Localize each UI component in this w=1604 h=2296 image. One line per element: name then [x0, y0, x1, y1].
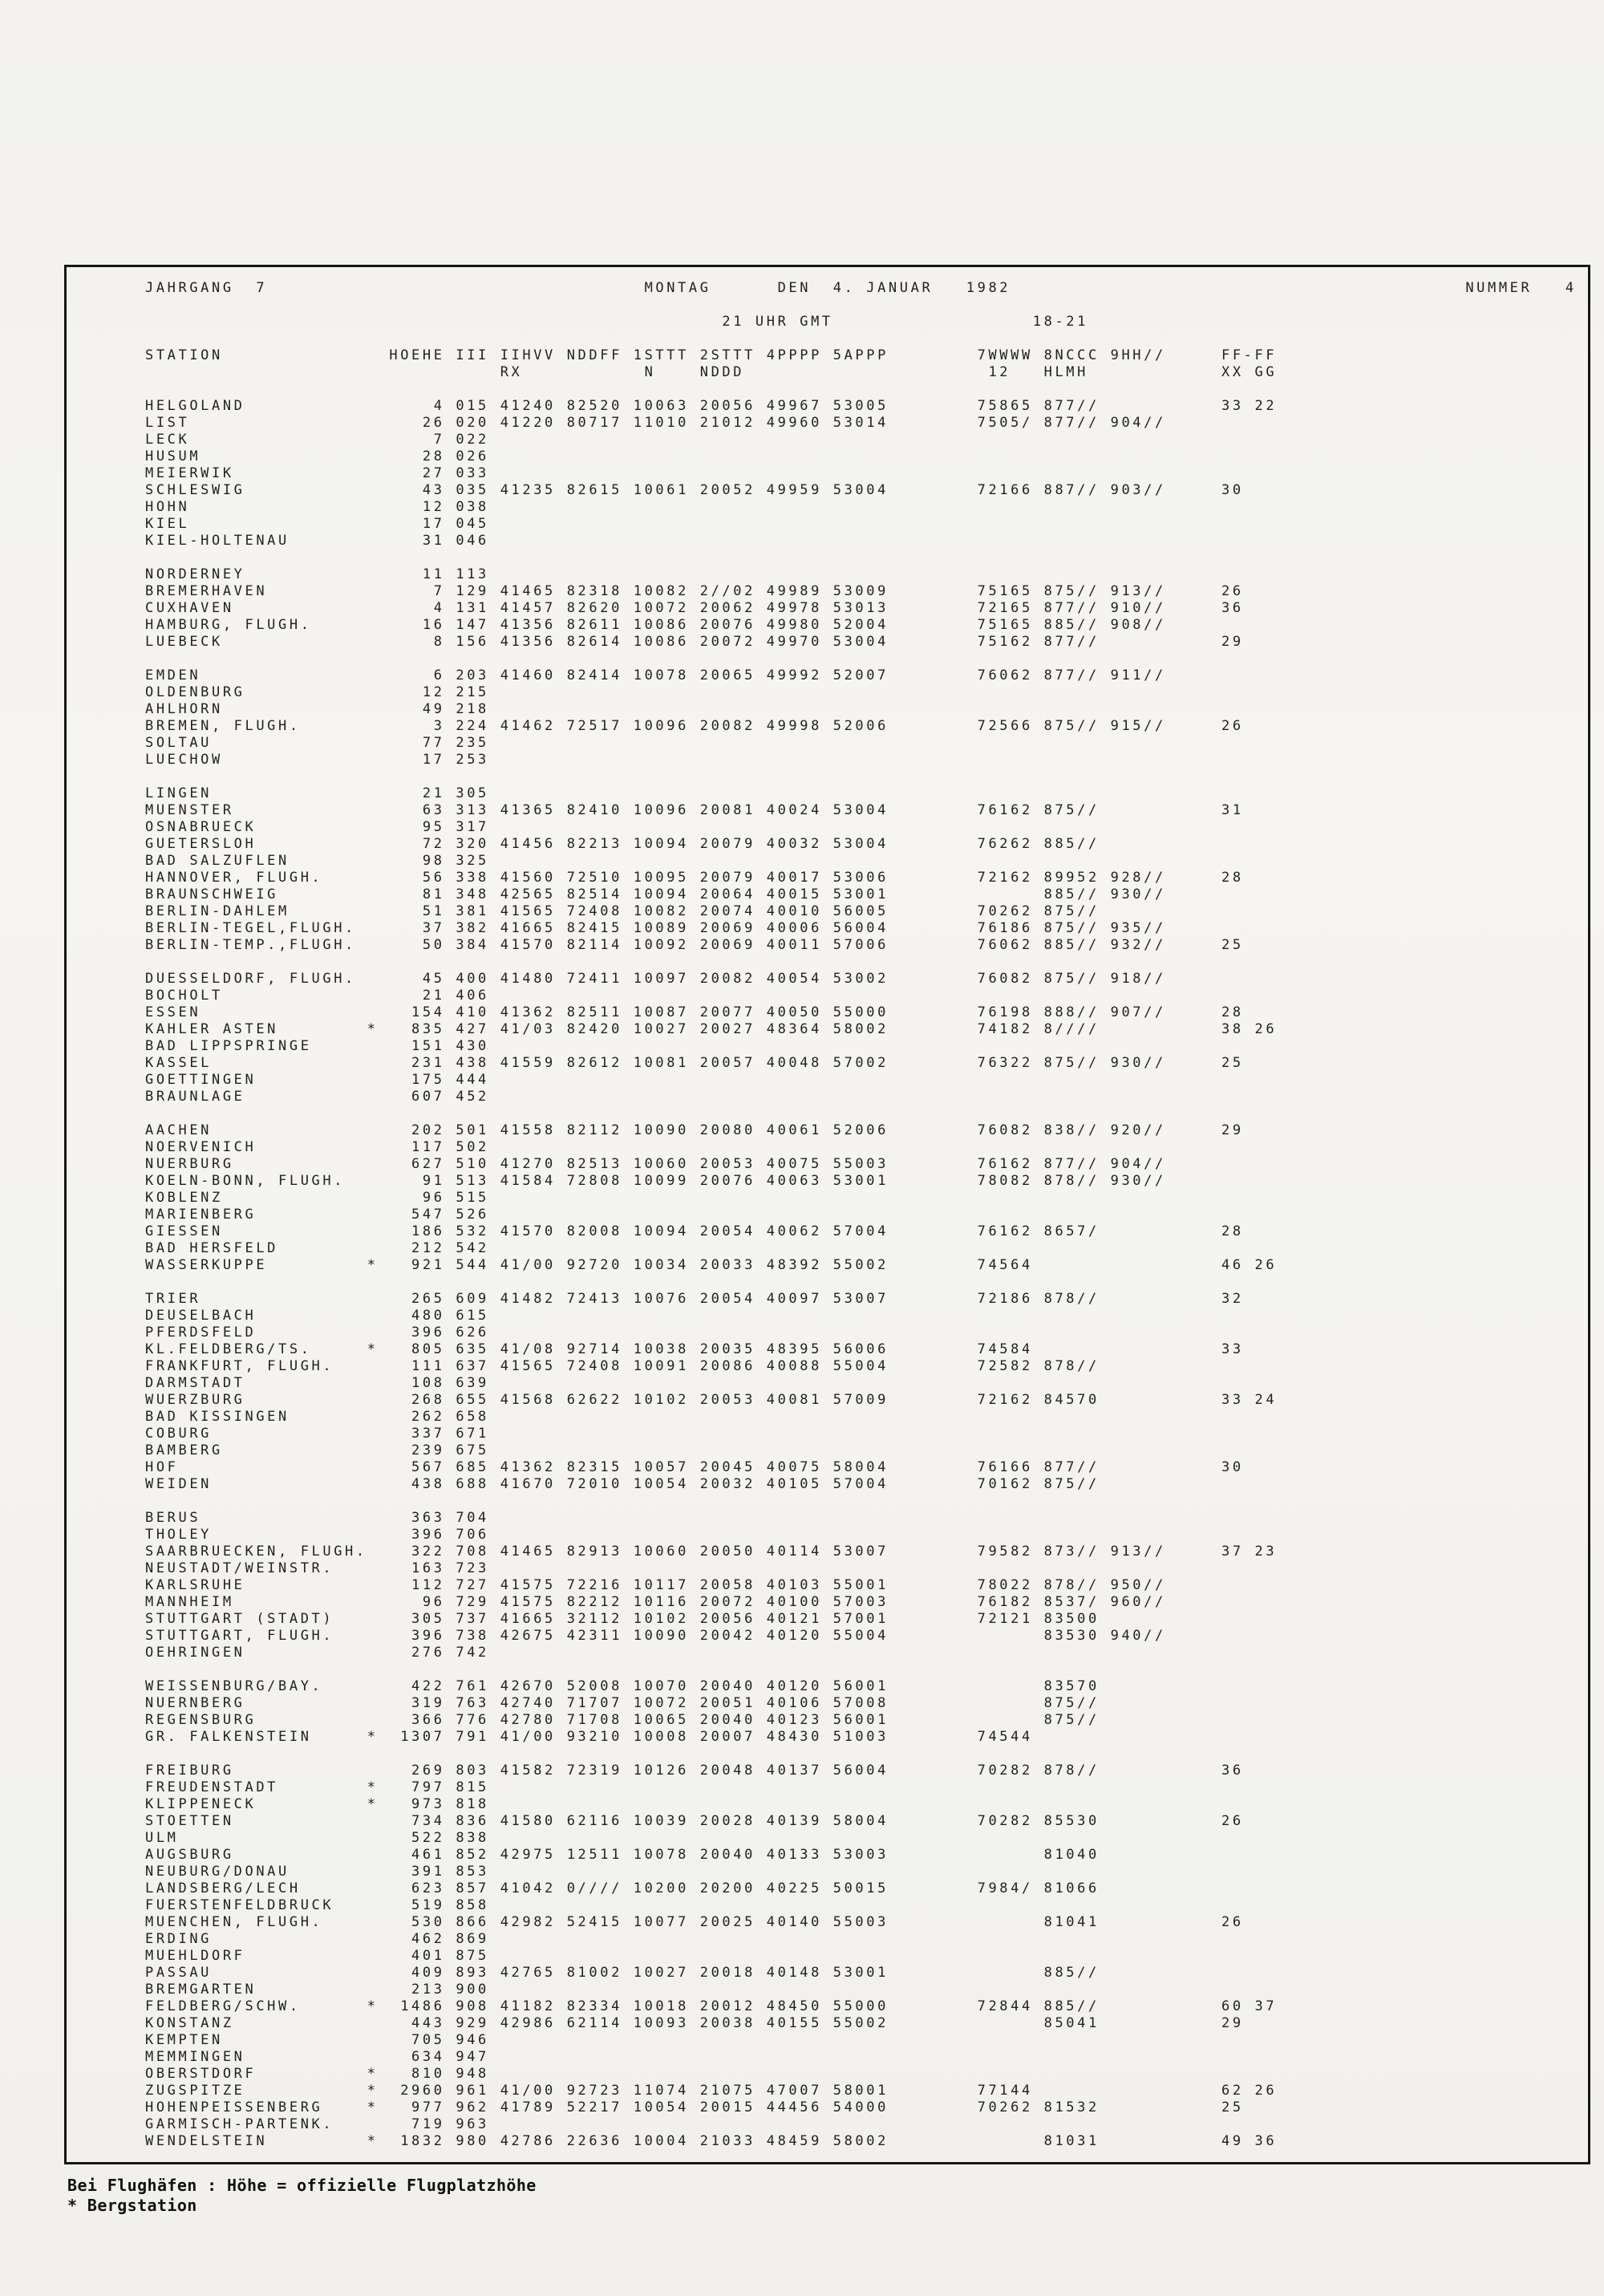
station-row: AACHEN 202 501 41558 82112 10090 20080 40061 52006 76082 838// 920// 29 [145, 1122, 1244, 1138]
station-row: DUESSELDORF, FLUGH. 45 400 41480 72411 10097 20082 40054 53002 76082 875// 918// [145, 971, 1166, 987]
station-row: WASSERKUPPE * 921 544 41/00 92720 10034 20033 48392 55002 74564 46 26 [145, 1257, 1278, 1273]
column-header-row: STATION HOEHE III IIHVV NDDFF 1STTT 2STTT 4PPPP 5APPP 7WWWW 8NCCC 9HH// FF-FF [145, 347, 1278, 363]
station-row: HOF 567 685 41362 82315 10057 20045 40075 58004 76166 877// 30 [145, 1459, 1244, 1475]
station-row: ERDING 462 869 [145, 1931, 489, 1947]
station-row: BERLIN-TEMP.,FLUGH. 50 384 41570 82114 10092 20069 40011 57006 76062 885// 932// 25 [145, 937, 1244, 953]
spacer-row [145, 769, 1588, 785]
station-row: HAMBURG, FLUGH. 16 147 41356 82611 10086 20076 49980 52004 75165 885// 908// [145, 617, 1166, 633]
station-row: BERUS 363 704 [145, 1510, 489, 1526]
station-row: TRIER 265 609 41482 72413 10076 20054 40097 53007 72186 878// 32 [145, 1291, 1244, 1307]
station-row: BRAUNSCHWEIG 81 348 42565 82514 10094 20064 40015 53001 885// 930// [145, 886, 1166, 903]
station-row: GARMISCH-PARTENK. 719 963 [145, 2116, 489, 2132]
station-row: STOETTEN 734 836 41580 62116 10039 20028 40139 58004 70282 85530 26 [145, 1813, 1244, 1829]
station-row: BAD SALZUFLEN 98 325 [145, 853, 489, 869]
station-row: HELGOLAND 4 015 41240 82520 10063 20056 49967 53005 75865 877// 33 22 [145, 398, 1278, 414]
station-row: ULM 522 838 [145, 1830, 489, 1846]
station-row: MUENCHEN, FLUGH. 530 866 42982 52415 10077 20025 40140 55003 81041 26 [145, 1914, 1244, 1930]
station-row: BOCHOLT 21 406 [145, 988, 489, 1004]
data-table-frame [64, 265, 1590, 2164]
station-row: AUGSBURG 461 852 42975 12511 10078 20040 40133 53003 81040 [145, 1847, 1100, 1863]
masthead-row: JAHRGANG 7 MONTAG DEN 4. JANUAR 1982 NUMMER 4 [145, 280, 1577, 296]
station-row: SCHLESWIG 43 035 41235 82615 10061 20052 49959 53004 72166 887// 903// 30 [145, 482, 1244, 498]
station-row: SAARBRUECKEN, FLUGH. 322 708 41465 82913 10060 20050 40114 53007 79582 873// 913// 37 23 [145, 1544, 1278, 1560]
station-row: KARLSRUHE 112 727 41575 72216 10117 20058 40103 55001 78022 878// 950// [145, 1577, 1166, 1593]
station-row: BRAUNLAGE 607 452 [145, 1089, 489, 1105]
station-row: BREMGARTEN 213 900 [145, 1982, 489, 1998]
station-row: BREMERHAVEN 7 129 41465 82318 10082 2//02 49989 53009 75165 875// 913// 26 [145, 583, 1244, 599]
spacer-row [145, 1105, 1588, 1122]
station-row: FELDBERG/SCHW. * 1486 908 41182 82334 10018 20012 48450 55000 72844 885// 60 37 [145, 1998, 1278, 2014]
station-row: NEUBURG/DONAU 391 853 [145, 1864, 489, 1880]
spacer-row [145, 651, 1588, 667]
station-row: NEUSTADT/WEINSTR. 163 723 [145, 1560, 489, 1576]
station-row: BREMEN, FLUGH. 3 224 41462 72517 10096 20082 49998 52006 72566 875// 915// 26 [145, 718, 1244, 734]
footnote-flughafen: Bei Flughäfen : Höhe = offizielle Flugplatzhöhe [67, 2176, 537, 2195]
footnotes [67, 2176, 537, 2216]
station-row: BAMBERG 239 675 [145, 1442, 489, 1458]
station-row: KONSTANZ 443 929 42986 62114 10093 20038 40155 55002 85041 29 [145, 2015, 1244, 2031]
station-row: BERLIN-TEGEL,FLUGH. 37 382 41665 82415 10089 20069 40006 56004 76186 875// 935// [145, 920, 1166, 936]
station-row: OBERSTDORF * 810 948 [145, 2066, 489, 2082]
station-row: OLDENBURG 12 215 [145, 684, 489, 700]
station-row: KIEL 17 045 [145, 516, 489, 532]
station-row: MEMMINGEN 634 947 [145, 2049, 489, 2065]
station-row: KOBLENZ 96 515 [145, 1190, 489, 1206]
spacer-row [145, 381, 1588, 398]
station-row: HUSUM 28 026 [145, 448, 489, 464]
station-row: BAD HERSFELD 212 542 [145, 1240, 489, 1256]
station-row: DARMSTADT 108 639 [145, 1375, 489, 1391]
spacer-row [145, 1493, 1588, 1510]
station-row: HOHN 12 038 [145, 499, 489, 515]
station-row: FRANKFURT, FLUGH. 111 637 41565 72408 10091 20086 40088 55004 72582 878// [145, 1358, 1100, 1374]
spacer-row [145, 1746, 1588, 1763]
station-row: FREUDENSTADT * 797 815 [145, 1779, 489, 1795]
station-row: STUTTGART, FLUGH. 396 738 42675 42311 10090 20042 40120 55004 83530 940// [145, 1628, 1166, 1644]
station-row: ZUGSPITZE * 2960 961 41/00 92723 11074 21075 47007 58001 77144 62 26 [145, 2083, 1278, 2099]
station-row: KOELN-BONN, FLUGH. 91 513 41584 72808 10099 20076 40063 53001 78082 878// 930// [145, 1173, 1166, 1189]
station-row: HOHENPEISSENBERG * 977 962 41789 52217 10054 20015 44456 54000 70262 81532 25 [145, 2099, 1244, 2115]
station-row: ESSEN 154 410 41362 82511 10087 20077 40050 55000 76198 888// 907// 28 [145, 1004, 1244, 1020]
station-row: MARIENBERG 547 526 [145, 1207, 489, 1223]
station-row: MANNHEIM 96 729 41575 82212 10116 20072 40100 57003 76182 8537/ 960// [145, 1594, 1166, 1610]
station-row: HANNOVER, FLUGH. 56 338 41560 72510 10095 20079 40017 53006 72162 89952 928// 28 [145, 870, 1244, 886]
station-row: LANDSBERG/LECH 623 857 41042 0//// 10200 20200 40225 50015 7984/ 81066 [145, 1880, 1100, 1896]
station-row: NUERBURG 627 510 41270 82513 10060 20053 40075 55003 76162 877// 904// [145, 1156, 1166, 1172]
station-row: BERLIN-DAHLEM 51 381 41565 72408 10082 20074 40010 56005 70262 875// [145, 903, 1100, 919]
station-row: DEUSELBACH 480 615 [145, 1308, 489, 1324]
spacer-row [145, 1274, 1588, 1291]
station-row: LUECHOW 17 253 [145, 752, 489, 768]
station-row: NOERVENICH 117 502 [145, 1139, 489, 1155]
observation-time-row: 21 UHR GMT 18-21 [145, 314, 1088, 330]
station-row: KL.FELDBERG/TS. * 805 635 41/08 92714 10038 20035 48395 56006 74584 33 [145, 1341, 1244, 1357]
station-row: FREIBURG 269 803 41582 72319 10126 20048 40137 56004 70282 878// 36 [145, 1763, 1244, 1779]
station-row: EMDEN 6 203 41460 82414 10078 20065 49992 52007 76062 877// 911// [145, 667, 1166, 684]
station-row: MUEHLDORF 401 875 [145, 1948, 489, 1964]
station-row: CUXHAVEN 4 131 41457 82620 10072 20062 49978 53013 72165 877// 910// 36 [145, 600, 1244, 616]
spacer-row [145, 550, 1588, 566]
station-row: OEHRINGEN 276 742 [145, 1645, 489, 1661]
station-row: LECK 7 022 [145, 432, 489, 448]
station-row: KAHLER ASTEN * 835 427 41/03 82420 10027 20027 48364 58002 74182 8//// 38 26 [145, 1021, 1278, 1037]
station-row: GIESSEN 186 532 41570 82008 10094 20054 40062 57004 76162 8657/ 28 [145, 1223, 1244, 1239]
station-row: WEIDEN 438 688 41670 72010 10054 20032 40105 57004 70162 875// [145, 1476, 1100, 1492]
station-row: COBURG 337 671 [145, 1426, 489, 1442]
station-row: GOETTINGEN 175 444 [145, 1072, 489, 1088]
station-row: PASSAU 409 893 42765 81002 10027 20018 40148 53001 885// [145, 1965, 1100, 1981]
station-row: PFERDSFELD 396 626 [145, 1324, 489, 1341]
station-row: NORDERNEY 11 113 [145, 566, 489, 582]
station-row: NUERNBERG 319 763 42740 71707 10072 20051 40106 57008 875// [145, 1695, 1100, 1711]
station-row: KASSEL 231 438 41559 82612 10081 20057 40048 57002 76322 875// 930// 25 [145, 1055, 1244, 1071]
station-row: BAD KISSINGEN 262 658 [145, 1409, 489, 1425]
spacer-row [145, 331, 1588, 347]
spacer-row [145, 297, 1588, 314]
column-header-row: RX N NDDD 12 HLMH XX GG [145, 364, 1278, 380]
spacer-row [145, 954, 1588, 971]
station-row: SOLTAU 77 235 [145, 735, 489, 751]
station-row: MUENSTER 63 313 41365 82410 10096 20081 40024 53004 76162 875// 31 [145, 802, 1244, 818]
station-row: WUERZBURG 268 655 41568 62622 10102 20053 40081 57009 72162 84570 33 24 [145, 1392, 1278, 1408]
station-row: GR. FALKENSTEIN * 1307 791 41/00 93210 10008 20007 48430 51003 74544 [145, 1729, 1033, 1745]
station-row: OSNABRUECK 95 317 [145, 819, 489, 835]
station-row: REGENSBURG 366 776 42780 71708 10065 20040 40123 56001 875// [145, 1712, 1100, 1728]
station-row: FUERSTENFELDBRUCK 519 858 [145, 1897, 489, 1913]
station-row: KIEL-HOLTENAU 31 046 [145, 533, 489, 549]
station-row: LIST 26 020 41220 80717 11010 21012 49960 53014 7505/ 877// 904// [145, 415, 1166, 431]
station-row: KEMPTEN 705 946 [145, 2032, 489, 2048]
station-row: LINGEN 21 305 [145, 785, 489, 801]
station-row: THOLEY 396 706 [145, 1527, 489, 1543]
station-row: STUTTGART (STADT) 305 737 41665 32112 10102 20056 40121 57001 72121 83500 [145, 1611, 1100, 1627]
spacer-row [145, 1661, 1588, 1678]
station-row: BAD LIPPSPRINGE 151 430 [145, 1038, 489, 1054]
station-row: LUEBECK 8 156 41356 82614 10086 20072 49970 53004 75162 877// 29 [145, 634, 1244, 650]
station-row: WEISSENBURG/BAY. 422 761 42670 52008 10070 20040 40120 56001 83570 [145, 1678, 1100, 1694]
station-row: WENDELSTEIN * 1832 980 42786 22636 10004 21033 48459 58002 81031 49 36 [145, 2133, 1278, 2149]
station-row: GUETERSLOH 72 320 41456 82213 10094 20079 40032 53004 76262 885// [145, 836, 1100, 852]
footnote-bergstation: * Bergstation [67, 2196, 197, 2215]
station-row: AHLHORN 49 218 [145, 701, 489, 717]
station-row: KLIPPENECK * 973 818 [145, 1796, 489, 1812]
station-row: MEIERWIK 27 033 [145, 465, 489, 481]
